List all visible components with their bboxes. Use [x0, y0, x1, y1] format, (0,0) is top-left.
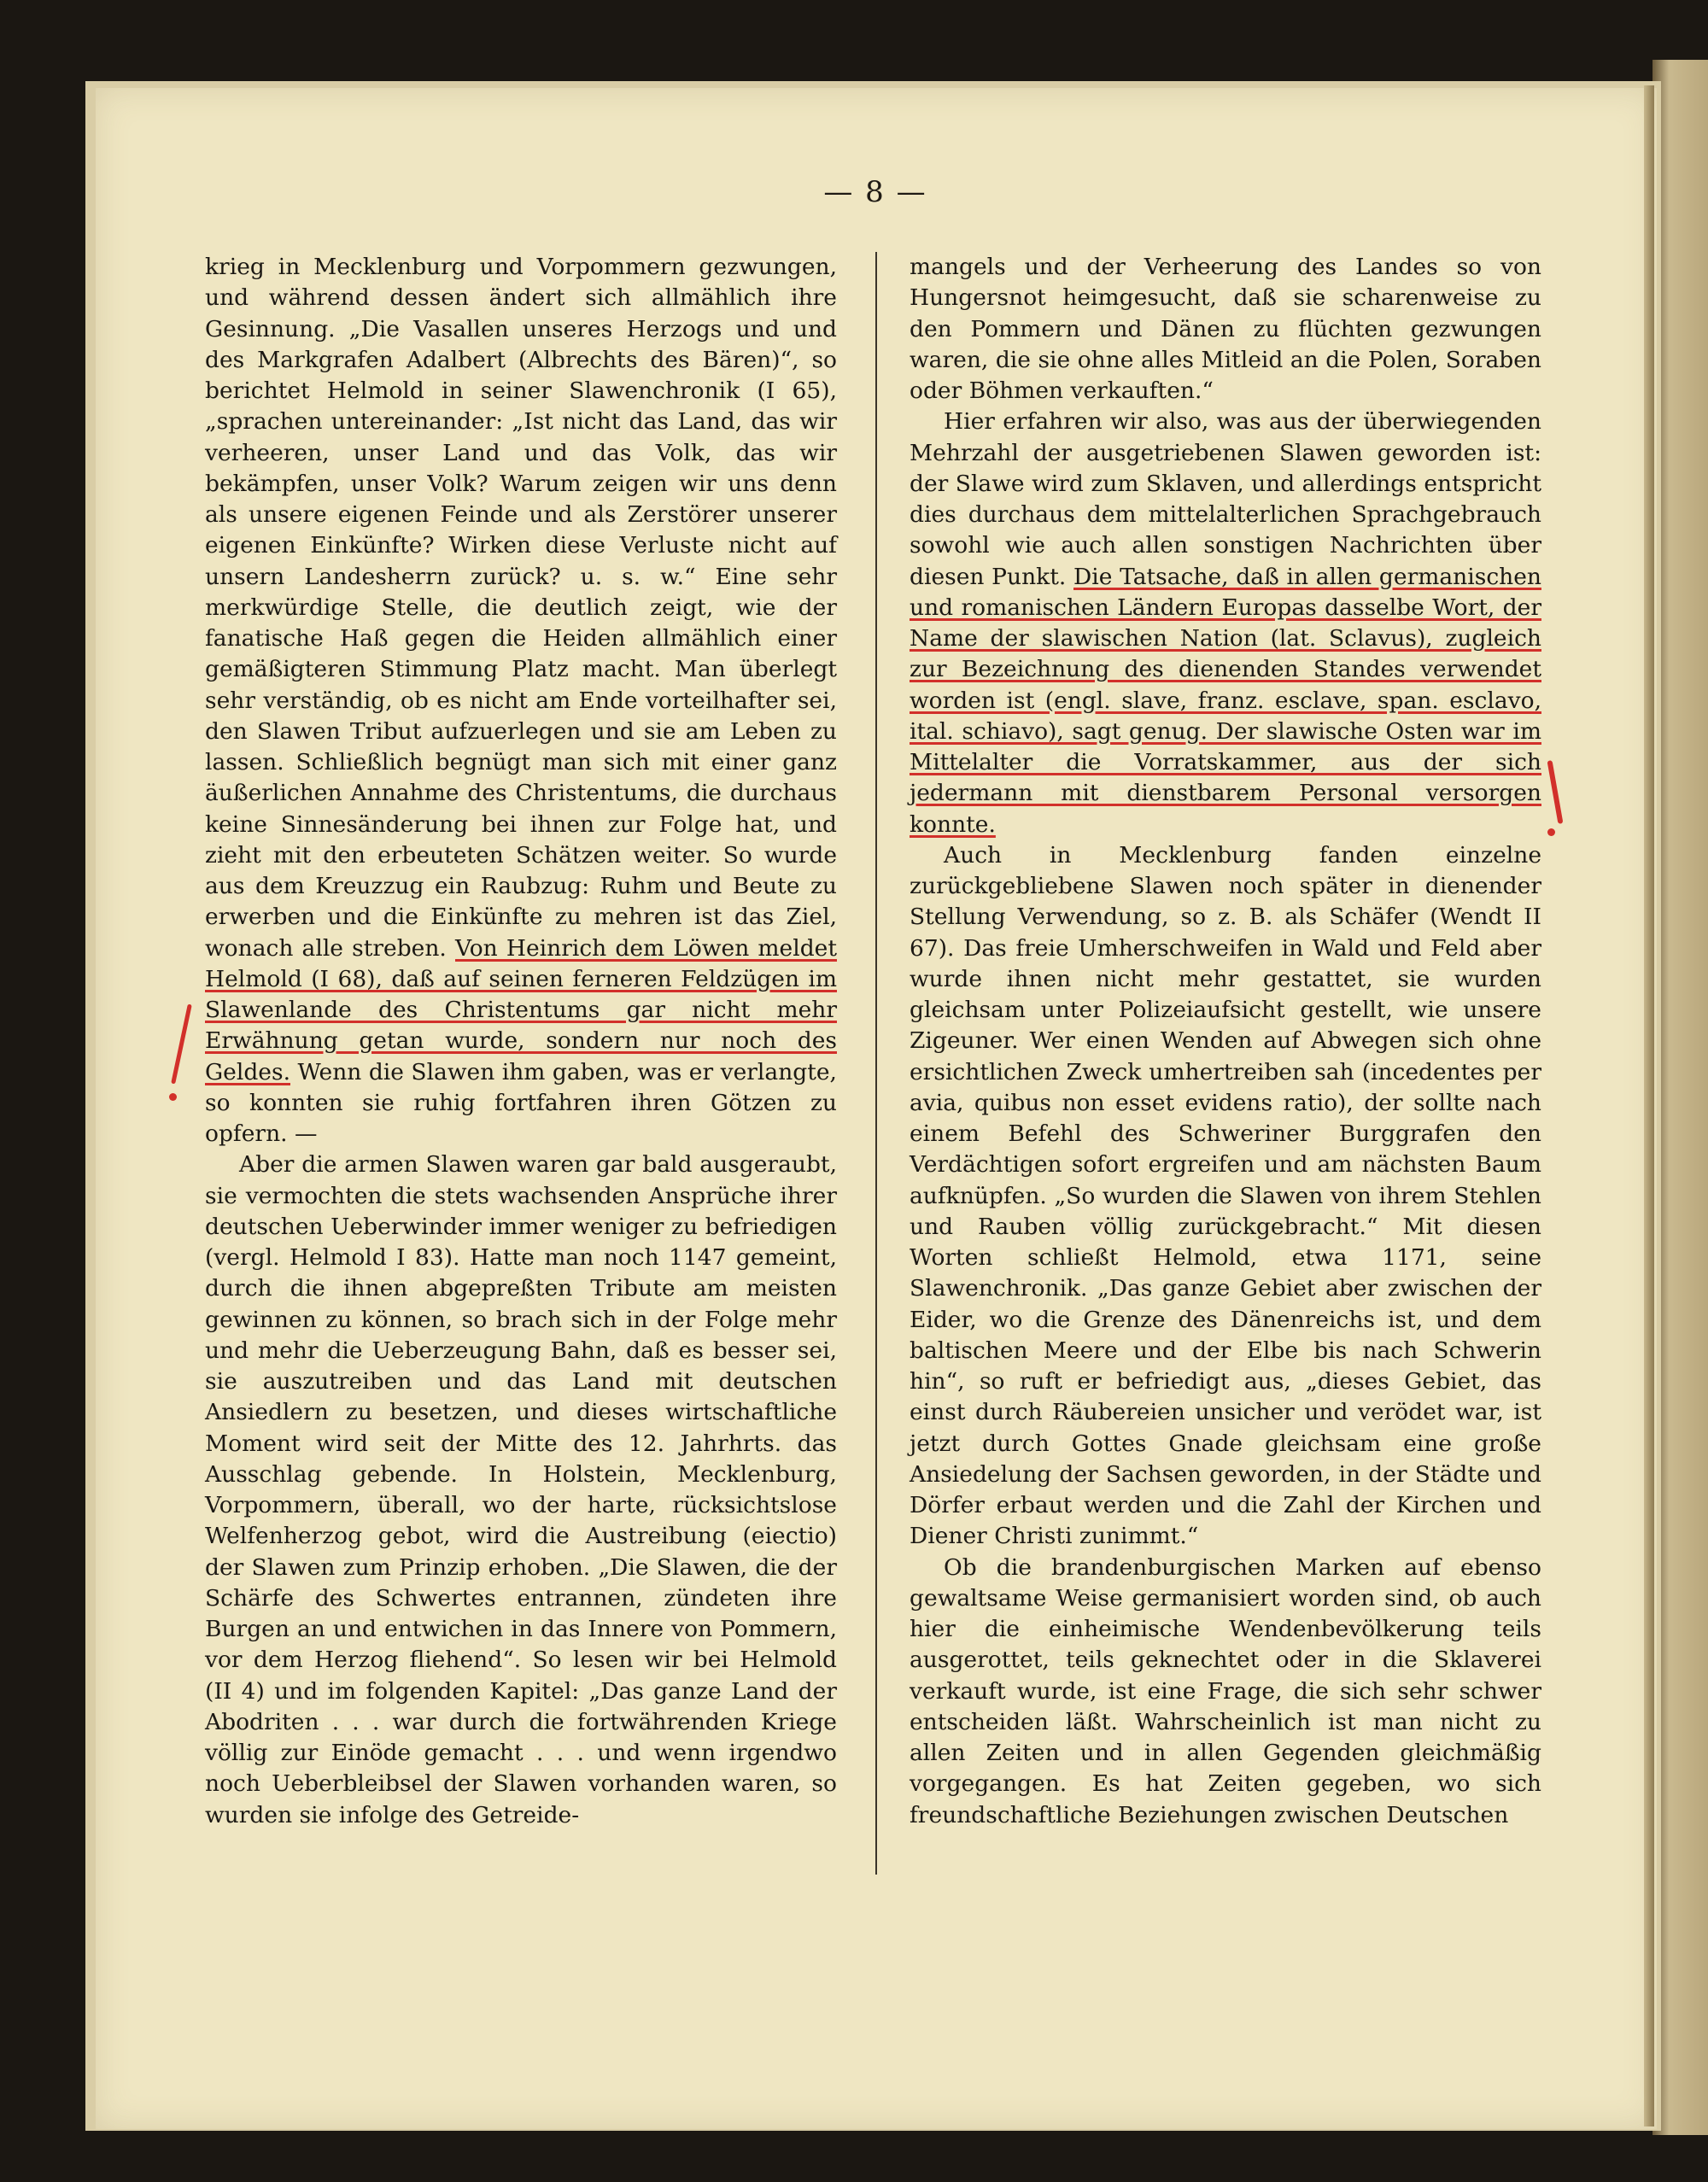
right-p2-highlighted-passage: Die Tatsache, daß in allen germanischen und romanischen Ländern Europas dasselbe Wort, der Name der slawischen Nation (lat. Sclavus), zugleich zur Bezeichnung des dienenden Standes verwendet worden ist (engl. slave, franz. esclave, span. esclavo, ital. schiavo), sagt genug. Der slawische Osten war im Mittelalter die Vorratskammer, aus der sich jedermann mit dienstbarem Personal versorgen konnte. — [910, 563, 1541, 838]
right-column — [910, 252, 1541, 1831]
right-paragraph-2 — [910, 407, 1541, 840]
left-p1-highlighted-passage: Von Heinrich dem Löwen meldet Helmold (I 68), daß auf seinen ferneren Feldzügen im Slawenlande des Christentums gar nicht mehr Erwähnung getan wurde, sondern nur noch des Geldes. — [205, 934, 837, 1085]
right-paragraph-1: mangels und der Verheerung des Landes so von Hungersnot heimgesucht, daß sie scharenweise zu den Pommern und Dänen zu flüchten gezwungen waren, die sie ohne alles Mitleid an die Polen, Soraben oder Böhmen verkauften.“ — [910, 254, 1541, 404]
left-paragraph-2: Aber die armen Slawen waren gar bald ausgeraubt, sie vermochten die stets wachsenden Ansprüche ihrer deutschen Ueberwinder immer weniger zu befriedigen (vergl. Helmold I 83). Hatte man noch 1147 gemeint, durch die ihnen abgepreßten Tribute am meisten gewinnen zu können, so brach sich in der Folge mehr und mehr die Ueberzeugung Bahn, daß es besser sei, sie auszutreiben und das Land mit deutschen Ansiedlern zu besetzen, und dieses wirtschaftliche Moment wird seit der Mitte des 12. Jahrhrts. das Ausschlag gebende. In Holstein, Mecklenburg, Vorpommern, überall, wo der harte, rücksichtslose Welfenherzog gebot, wird die Austreibung (eiectio) der Slawen zum Prinzip erhoben. „Die Slawen, die der Schärfe des Schwertes entrannen, zündeten ihre Burgen an und entwichen in das Innere von Pommern, vor dem Herzog fliehend“. So lesen wir bei Helmold (II 4) und im folgenden Kapitel: „Das ganze Land der Abodriten . . . war durch die fortwährenden Kriege völlig zur Einöde gemacht . . . und wenn irgendwo noch Ueberbleibsel der Slawen vorhanden waren, so wurden sie infolge des Getreide- — [205, 1151, 837, 1828]
column-divider — [875, 252, 877, 1875]
left-margin-marker-dot — [169, 1093, 177, 1101]
right-paragraph-3: Auch in Mecklenburg fanden einzelne zurückgebliebene Slawen noch später in dienender Stellung Verwendung, so z. B. als Schäfer (Wendt II 67). Das freie Umherschweifen in Wald und Feld aber wurde ihnen nicht mehr gestattet, sie wurden gleichsam unter Polizeiaufsicht gestellt, wie unsere Zigeuner. Wer einen Wenden auf Abwegen sich ohne ersichtlichen Zweck umhertreiben sah (incedentes per avia, quibus non esset evidens ratio), der sollte nach einem Befehl des Schweriner Burggrafen den Verdächtigen sofort ergreifen und am nächsten Baum aufknüpfen. „So wurden die Slawen von ihrem Stehlen und Rauben völlig zurückgebracht.“ Mit diesen Worten schließt Helmold, etwa 1171, seine Slawenchronik. „Das ganze Gebiet aber zwischen der Eider, wo die Grenze des Dänenreichs ist, und dem baltischen Meere und der Elbe bis nach Schwerin hin“, so ruft er befriedigt aus, „dieses Gebiet, das einst durch Räubereien unsicher und verödet war, ist jetzt durch Gottes Gnade gleichsam eine große Ansiedelung der Sachsen geworden, in der Städte und Dörfer erbaut werden und die Zahl der Kirchen und Diener Christi zunimmt.“ — [910, 841, 1541, 1550]
page-gutter — [1644, 85, 1654, 2126]
right-paragraph-4: Ob die brandenburgischen Marken auf ebenso gewaltsame Weise germanisiert worden sind, ob auch hier die einheimische Wendenbevölkerung teils ausgerottet, teils geknechtet oder in die Sklaverei verkauft wurde, ist eine Frage, die sich sehr schwer entscheiden läßt. Wahrscheinlich ist man nicht zu allen Zeiten und in allen Gegenden gleichmäßig vorgegangen. Es hat Zeiten gegeben, wo sich freundschaftliche Beziehungen zwischen Deutschen — [910, 1553, 1541, 1828]
right-p2-text: Hier erfahren wir also, was aus der überwiegenden Mehrzahl der ausgetriebenen Slawen geworden ist: der Slawe wird zum Sklaven, und allerdings entspricht dies durchaus dem mittelalterlichen Sprachgebrauch sowohl wie auch allen sonstigen Nachrichten über diesen Punkt. — [910, 408, 1541, 590]
left-paragraph-1 — [205, 252, 837, 1149]
page-number: — 8 — — [823, 175, 927, 209]
right-margin-exclamation-dot — [1547, 828, 1555, 836]
left-p1-text: krieg in Mecklenburg und Vorpommern gezwungen, und während dessen ändert sich allmählich ihre Gesinnung. „Die Vasallen unseres Herzogs und und des Markgrafen Adalbert (Albrechts des Bären)“, so berichtet Helmold in seiner Slawenchronik (I 65), „sprachen untereinander: „Ist nicht das Land, das wir verheeren, unser Land und das Volk, das wir bekämpfen, unser Volk? Warum zeigen wir uns denn als unsere eigenen Feinde und als Zerstörer unserer eigenen Einkünfte? Wirken diese Verluste nicht auf unsern Landesherrn zurück? u. s. w.“ Eine sehr merkwürdige Stelle, die deutlich zeigt, wie der fanatische Haß gegen die Heiden allmählich einer gemäßigteren Stimmung Platz macht. Man überlegt sehr verständig, ob es nicht am Ende vorteilhafter sei, den Slawen Tribut aufzuerlegen und sie am Leben zu lassen. Schließlich begnügt man sich mit einer ganz äußerlichen Annahme des Christentums, die durchaus keine Sinnesänderung bei ihnen zur Folge hat, und zieht mit den erbeuteten Schätzen weiter. So wurde aus dem Kreuzzug ein Raubzug: Ruhm und Beute zu erwerben und die Einkünfte zu mehren ist das Ziel, wonach alle streben. — [205, 254, 837, 962]
left-column — [205, 252, 837, 1831]
left-p1-tail: Wenn die Slawen ihm gaben, was er verlangte, so konnten sie ruhig fortfahren ihren Götzen zu opfern. — — [205, 1058, 837, 1147]
